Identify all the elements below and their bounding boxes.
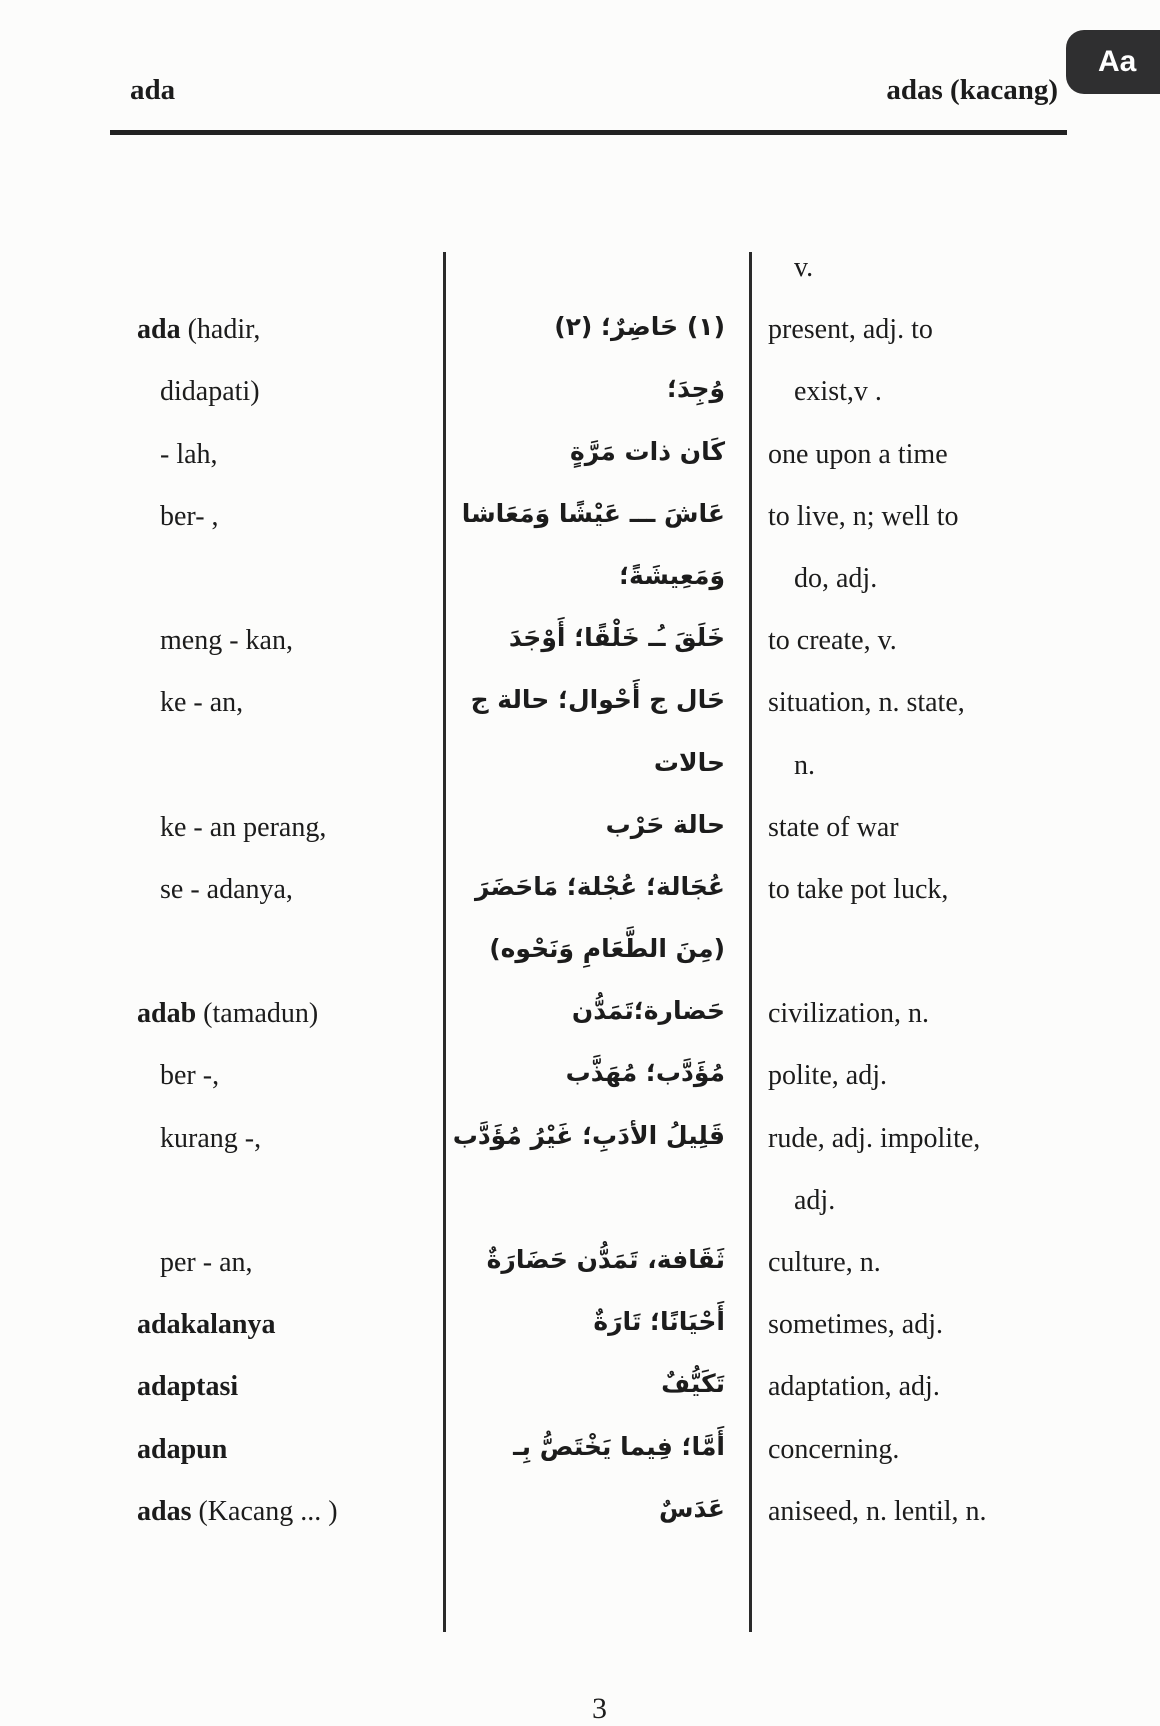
english-translation: culture, n. xyxy=(768,1247,881,1278)
term-text: (tamadun) xyxy=(196,998,319,1030)
arabic-translation: عُجَالة؛ عُجْلة؛ مَاحَضَرَ xyxy=(475,871,725,901)
entry-row xyxy=(0,986,1160,1048)
term-text: - lah, xyxy=(160,438,218,470)
english-translation: n. xyxy=(794,749,815,781)
arabic-translation: وَمَعِيشَةً؛ xyxy=(619,560,725,590)
dictionary-entries xyxy=(0,240,1160,1546)
arabic-translation: كَان ذات مَرَّةٍ xyxy=(570,436,725,466)
english-translation: adj. xyxy=(794,1184,836,1216)
english-translation: v. xyxy=(794,252,814,283)
malay-term xyxy=(137,1309,276,1341)
english-translation: concerning. xyxy=(768,1433,900,1465)
headword: adakalanya xyxy=(137,1309,276,1341)
malay-term xyxy=(137,998,318,1030)
arabic-translation: أَمَّا؛ فِيما يَخْتَصُّ بِـ xyxy=(513,1431,725,1461)
entry-row xyxy=(0,489,1160,551)
arabic-translation: حالات xyxy=(653,747,725,777)
malay-term xyxy=(137,1434,227,1466)
malay-term xyxy=(160,625,293,657)
arabic-translation: قَلِيلُ الأدَبِ؛ غَيْرُ مُؤَدَّب xyxy=(452,1120,725,1150)
right-guide-word: adas (kacang) xyxy=(886,74,1058,106)
entry-row xyxy=(0,551,1160,613)
left-guide-word: ada xyxy=(130,74,176,106)
malay-term xyxy=(137,314,260,346)
english-translation: polite, adj. xyxy=(768,1060,887,1092)
term-text: ber -, xyxy=(160,1060,220,1092)
thumb-index-tab: Aa xyxy=(1066,30,1160,94)
entry-row xyxy=(0,862,1160,924)
entry-row xyxy=(0,675,1160,737)
arabic-translation: ثَقَافة، تَمَدُّن حَضَارَةٌ xyxy=(486,1245,725,1274)
term-text: kurang -, xyxy=(160,1122,262,1154)
english-translation: to take pot luck, xyxy=(768,873,949,905)
malay-term xyxy=(160,1060,219,1092)
arabic-translation: خَلَقَ ـُـ خَلْقًا؛ أَوْجَدَ xyxy=(508,623,725,653)
term-text: ber- , xyxy=(160,500,219,532)
english-translation: present, adj. to xyxy=(768,314,933,346)
arabic-translation: أَحْيَانًا؛ تَارَةٌ xyxy=(593,1307,725,1337)
page-number: 3 xyxy=(592,1692,607,1725)
english-translation: situation, n. state, xyxy=(768,687,965,719)
entry-row xyxy=(0,1297,1160,1359)
entry-row xyxy=(0,1359,1160,1421)
malay-term xyxy=(137,1371,238,1403)
headword: adas xyxy=(137,1495,192,1527)
english-translation: rude, adj. impolite, xyxy=(768,1122,981,1154)
entry-row xyxy=(0,800,1160,862)
term-text: (hadir, xyxy=(180,314,261,346)
headword: adaptasi xyxy=(137,1371,239,1403)
english-translation: sometimes, adj. xyxy=(768,1309,943,1341)
arabic-translation: (١) حَاضِرٌ؛ (٢) xyxy=(554,312,725,342)
arabic-translation: عَدَسٌ xyxy=(658,1493,725,1523)
entry-row xyxy=(0,924,1160,986)
arabic-translation: عَاشَ ـــ عَيْشًا وَمَعَاشا xyxy=(461,498,725,528)
entry-row xyxy=(0,613,1160,675)
entry-row xyxy=(0,427,1160,489)
entry-row xyxy=(0,302,1160,364)
english-translation: do, adj. xyxy=(794,562,878,594)
entry-row xyxy=(0,364,1160,426)
term-text: per - an, xyxy=(160,1247,253,1278)
english-translation: aniseed, n. lentil, n. xyxy=(768,1495,987,1527)
entry-row xyxy=(0,1173,1160,1235)
entry-row xyxy=(0,1048,1160,1110)
english-translation: to live, n; well to xyxy=(768,500,959,532)
arabic-translation: مُؤَدَّب؛ مُهَذَّب xyxy=(565,1058,725,1088)
term-text: (Kacang ... ) xyxy=(191,1495,338,1527)
entry-row xyxy=(0,1484,1160,1546)
english-translation: to create, v. xyxy=(768,625,897,657)
english-translation: one upon a time xyxy=(768,438,948,470)
arabic-translation: (مِنَ الطَّعَامِ وَنَحْوه) xyxy=(489,934,725,964)
headword: adapun xyxy=(137,1433,228,1465)
english-translation: state of war xyxy=(768,811,899,843)
term-text: meng - kan, xyxy=(160,625,293,657)
entry-row xyxy=(0,1111,1160,1173)
term-text: ke - an, xyxy=(160,687,244,719)
term-text: ke - an perang, xyxy=(160,811,327,843)
headword: adab xyxy=(137,998,197,1030)
headword: ada xyxy=(137,314,181,346)
malay-term xyxy=(160,1123,261,1155)
arabic-translation: حَضارة؛تَمَدُّن xyxy=(571,996,725,1026)
header-rule xyxy=(110,130,1067,135)
malay-term xyxy=(160,501,219,533)
malay-term xyxy=(160,439,218,471)
malay-term xyxy=(137,1496,338,1528)
malay-term xyxy=(160,812,326,844)
malay-term xyxy=(160,687,243,719)
english-translation: exist,v . xyxy=(794,376,882,408)
malay-term xyxy=(160,376,260,408)
entry-row xyxy=(0,1235,1160,1297)
malay-term xyxy=(160,874,293,906)
arabic-translation: حالة حَرْب xyxy=(605,809,725,839)
entry-row xyxy=(0,1422,1160,1484)
entry-row xyxy=(0,240,1160,302)
malay-term xyxy=(160,1247,253,1279)
term-text: didapati) xyxy=(160,376,260,408)
term-text: se - adanya, xyxy=(160,873,293,905)
arabic-translation: وُجِدَ؛ xyxy=(667,374,725,404)
entry-row xyxy=(0,738,1160,800)
english-translation: civilization, n. xyxy=(768,998,929,1030)
arabic-translation: تَكَيُّفٌ xyxy=(661,1369,725,1399)
arabic-translation: حَال ج أَحْوال؛ حالة ج xyxy=(470,685,725,715)
english-translation: adaptation, adj. xyxy=(768,1371,940,1403)
